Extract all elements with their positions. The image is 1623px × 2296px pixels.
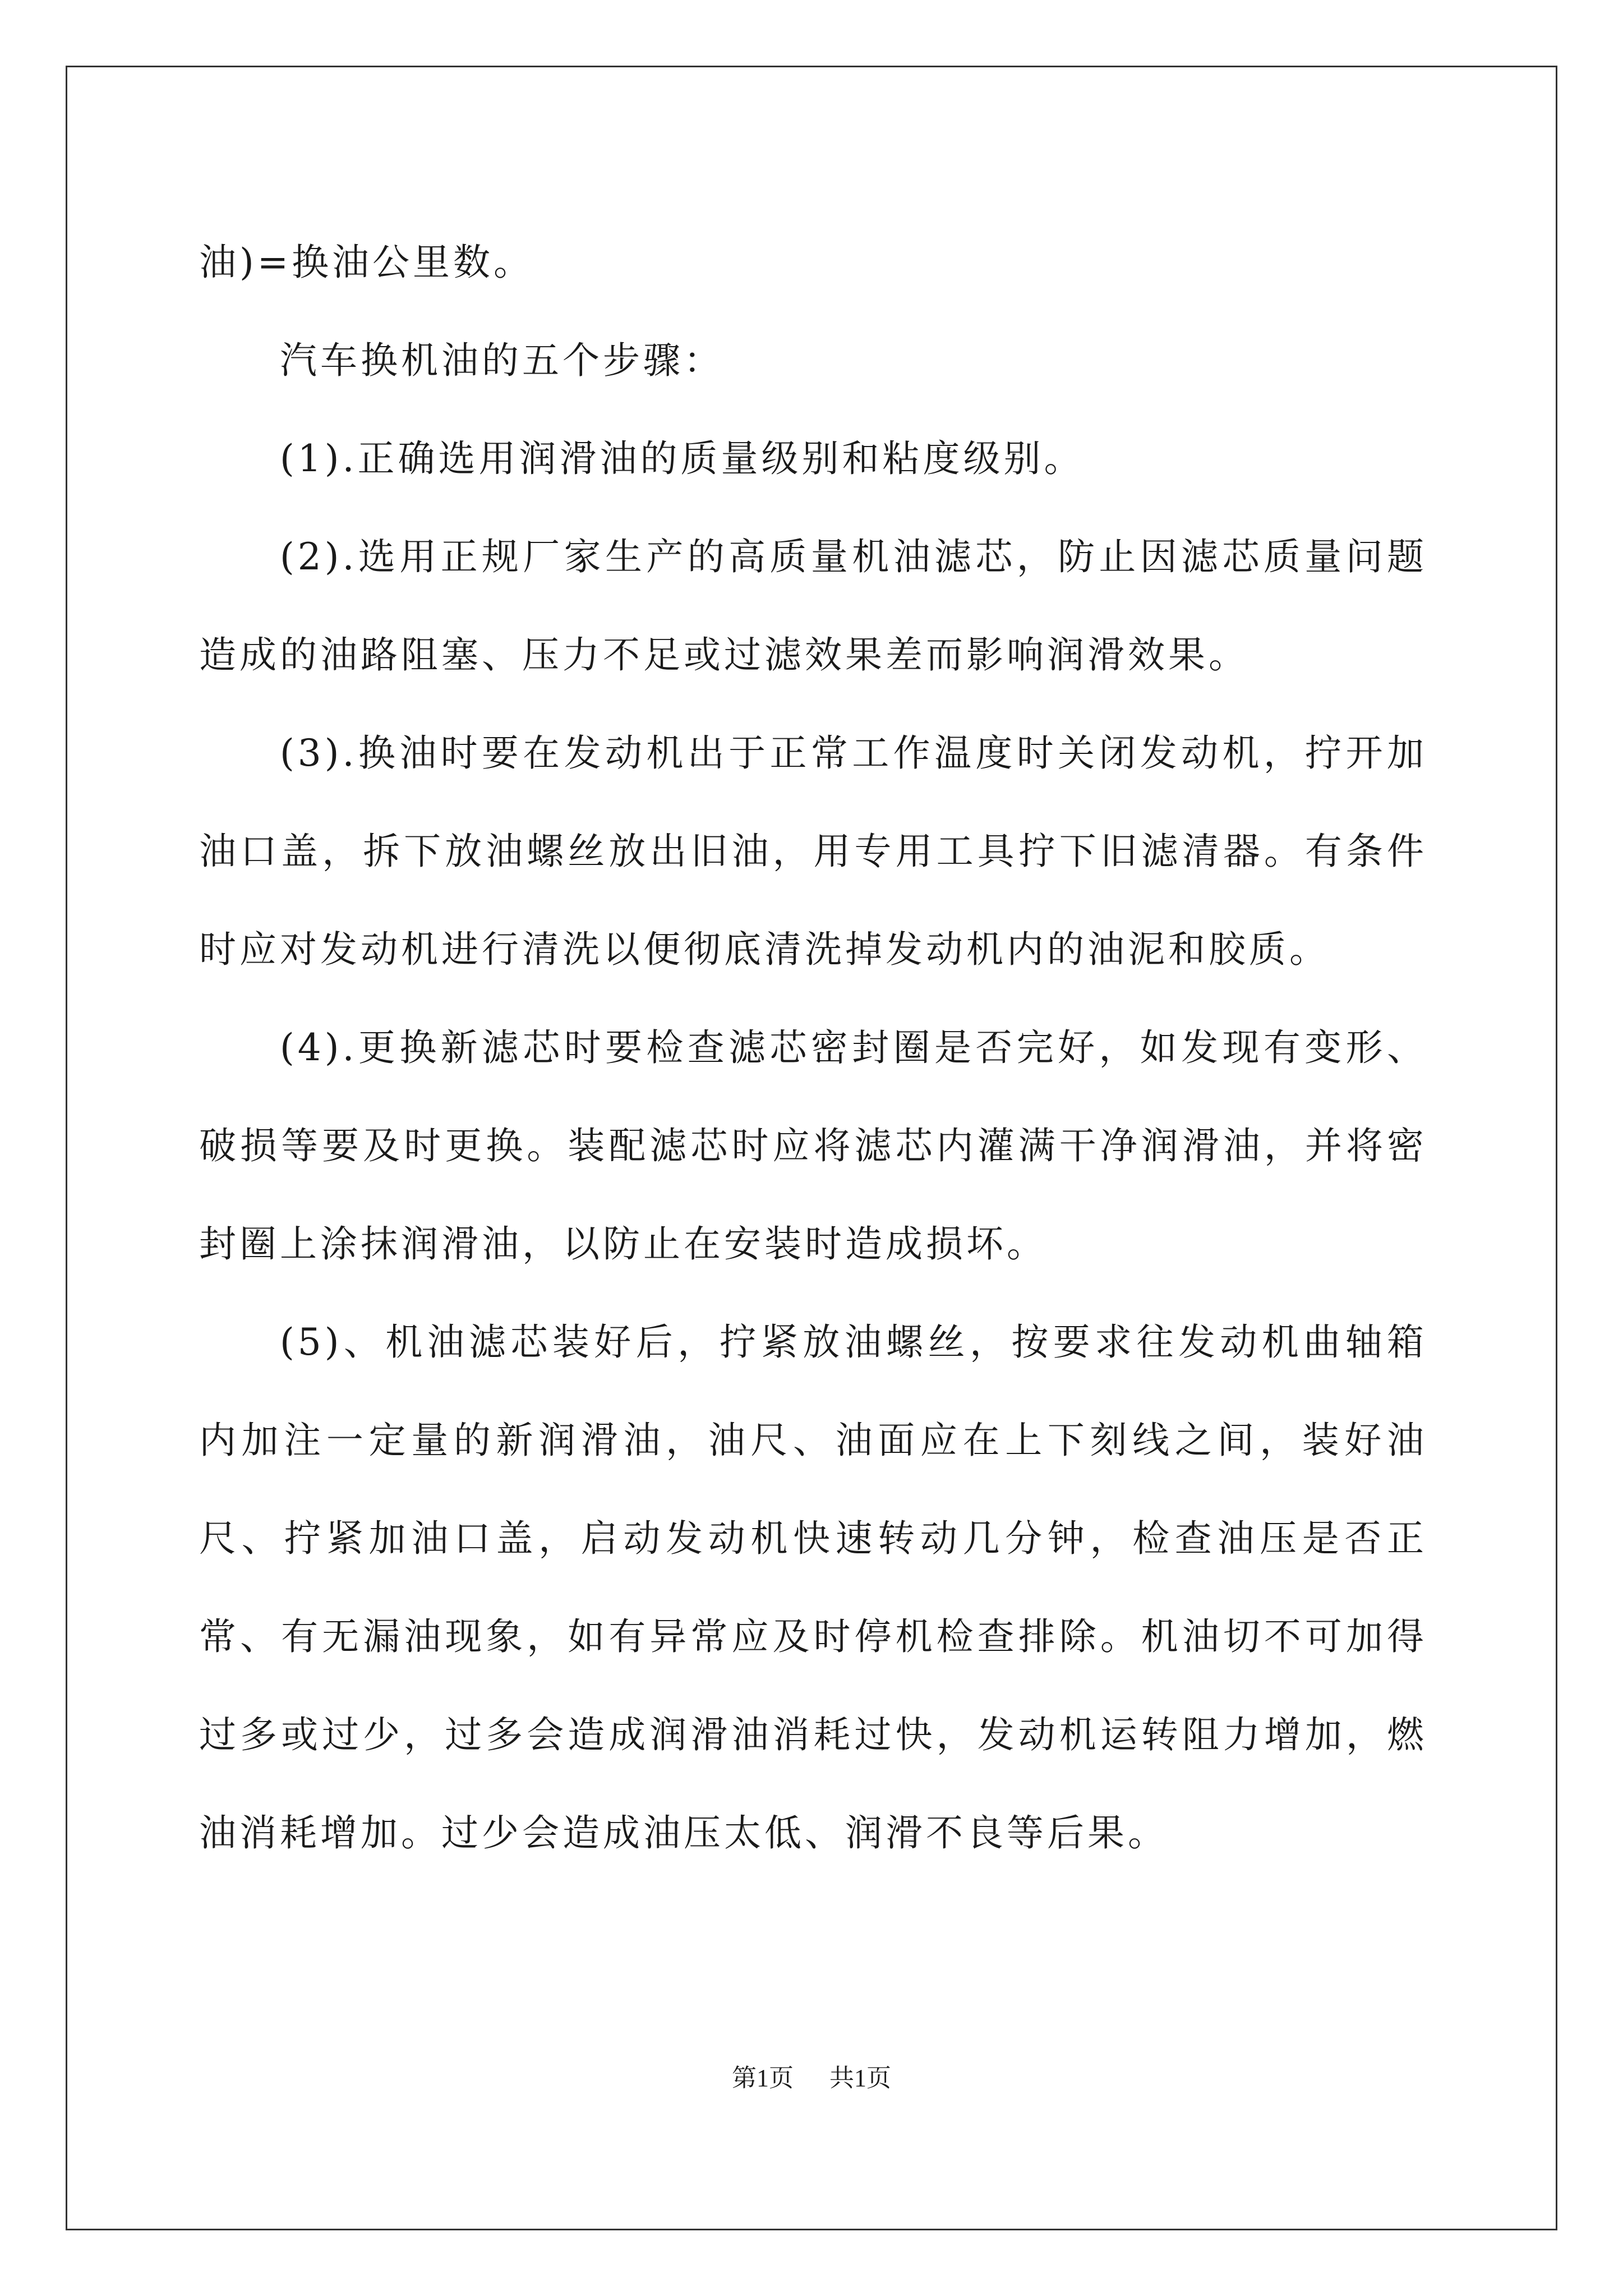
paragraph-step-1: (1).正确选用润滑油的质量级别和粘度级别。 [280,437,1085,480]
page-total: 共1页 [829,2064,891,2092]
page-number: 第1页 [732,2064,794,2092]
paragraph-step-4: (4).更换新滤芯时要检查滤芯密封圈是否完好，如发现有变形、破损等要及时更换。装配滤芯时应将滤芯内灌满干净润滑油，并将密封圈上涂抹润滑油，以防止在安装时造成损坏。 [199,1026,1427,1266]
paragraph-continuation: 油)=换油公里数。 [199,241,534,284]
paragraph-steps-heading: 汽车换机油的五个步骤： [280,339,724,382]
paragraph-step-2: (2).选用正规厂家生产的高质量机油滤芯，防止因滤芯质量问题造成的油路阻塞、压力不足或过滤效果差而影响润滑效果。 [199,535,1427,677]
paragraph-step-3: (3).换油时要在发动机出于正常工作温度时关闭发动机，拧开加油口盖，拆下放油螺丝放出旧油，用专用工具拧下旧滤清器。有条件时应对发动机进行清洗以便彻底清洗掉发动机内的油泥和胶质。 [199,731,1427,971]
document-body [199,213,1427,1882]
paragraph-step-5: (5)、机油滤芯装好后，拧紧放油螺丝，按要求往发动机曲轴箱内加注一定量的新润滑油，油尺、油面应在上下刻线之间，装好油尺、拧紧加油口盖，启动发动机快速转动几分钟，检查油压是否正常、有无漏油现象，如有异常应及时停机检查排除。机油切不可加得过多或过少，过多会造成润滑油消耗过快，发动机运转阻力增加，燃油消耗增加。过少会造成油压太低、润滑不良等后果。 [199,1320,1427,1855]
page-footer [0,2062,1623,2095]
